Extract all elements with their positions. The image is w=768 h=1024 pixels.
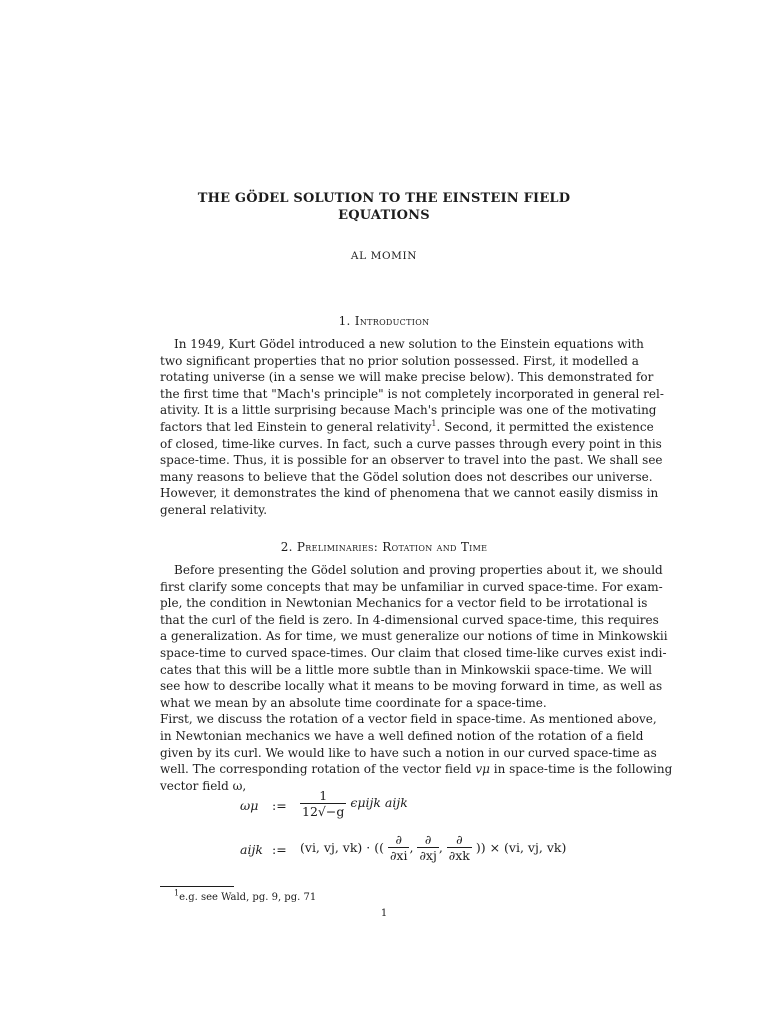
eq2-rhs-b: )) × (vi, vj, vk) [475, 840, 567, 855]
text-line: what we mean by an absolute time coordinate for a space-time. [160, 695, 547, 710]
text-line: see how to describe locally what it means to be moving forward in time, as well as [160, 679, 663, 694]
text-line-with-math: well. The corresponding rotation of the vector field vμ in space-time is the following [160, 762, 673, 777]
eq1-assign: := [272, 798, 287, 813]
eq1-rhs [300, 788, 408, 819]
text-line: ple, the condition in Newtonian Mechanics for a vector field to be irrotational is [160, 596, 648, 611]
text-line: a generalization. As for time, we must generalize our notions of time in Minkowskii [160, 629, 668, 644]
eq1-denominator: 12√−g [302, 804, 345, 819]
text-line-with-footnote: factors that led Einstein to general relativity$^1$. Second, it permitted the existence [160, 418, 654, 434]
text-line: ativity. It is a little surprising because Mach's principle was one of the motivating [160, 403, 657, 418]
text-line: given by its curl. We would like to have such a notion in our curved space-time as [160, 745, 657, 760]
text-line: that the curl of the field is zero. In 4-dimensional curved space-time, this requires [160, 612, 659, 627]
text-line: cates that this will be a little more subtle than in Minkowskii space-time. We will [160, 662, 652, 677]
title-line-1: THE GÖDEL SOLUTION TO THE EINSTEIN FIELD [197, 191, 571, 206]
eq2-frac-i: $\frac{\partial}{\partial xi}$ [389, 832, 408, 863]
text-line: space-time. Thus, it is possible for an observer to travel into the past. We shall see [160, 453, 663, 468]
section-1-heading: 1. Introduction [338, 314, 430, 328]
eq2-lhs: aijk [240, 842, 263, 857]
footnote-text: e.g. see Wald, pg. 9, pg. 71 [179, 892, 317, 903]
title-line-2: EQUATIONS [338, 208, 430, 223]
eq1-fraction [300, 788, 346, 819]
eq2-frac-j: $\frac{\partial}{\partial xj}$ [419, 832, 437, 863]
footnote-mark: 1 [431, 418, 437, 428]
text-line: space-time to curved space-times. Our claim that closed time-like curves exist indi- [160, 645, 667, 660]
footnote [174, 888, 317, 903]
text-line: vector field ω, [160, 778, 247, 793]
text-line: of closed, time-like curves. In fact, such a curve passes through every point in this [160, 436, 662, 451]
text-line: in Newtonian mechanics we have a well defined notion of the rotation of a field [160, 728, 644, 743]
eq1-lhs: ωμ [240, 798, 259, 813]
eq1-tail: ϵμijk aijk [350, 795, 408, 810]
vector-v-mu: vμ [475, 762, 490, 777]
footnote-divider [160, 886, 234, 887]
page-number: 1 [380, 908, 388, 919]
text-line: Before presenting the Gödel solution and proving properties about it, we should [174, 563, 663, 577]
paper-title [160, 190, 608, 224]
text-line: general relativity. [160, 502, 268, 517]
eq2-rhs-a: (vi, vj, vk) · (( [300, 840, 384, 855]
text-line: many reasons to believe that the Gödel solution does not describes our universe. [160, 469, 653, 484]
text-line: the first time that "Mach's principle" is not completely incorporated in general rel- [160, 386, 664, 401]
section-2-heading: 2. Preliminaries: Rotation and Time [280, 540, 488, 554]
eq1-numerator: 1 [300, 788, 346, 804]
text-line: two significant properties that no prior solution possessed. First, it modelled a [160, 353, 639, 368]
text-line: First, we discuss the rotation of a vector field in space-time. As mentioned above, [160, 712, 657, 727]
section-2-paragraph [160, 562, 673, 794]
text-line: In 1949, Kurt Gödel introduced a new solution to the Einstein equations with [174, 337, 644, 351]
text-line: However, it demonstrates the kind of phenomena that we cannot easily dismiss in [160, 486, 659, 501]
eq2-assign: := [272, 842, 287, 857]
text-line: rotating universe (in a sense we will make precise below). This demonstrated for [160, 370, 654, 385]
equation-1 [240, 798, 258, 813]
eq2-frac-k: $\frac{\partial}{\partial xk}$ [448, 832, 470, 863]
footnote-number: 1 [174, 888, 180, 898]
section-1-paragraph [160, 336, 664, 519]
equation-2: (vi, vj, vk) · (( $\frac{\partial}{\partial xi}$ , $\frac{\partial}{\partial xj}$ , $\frac{\partial}{\partial xk}$ )) × (vi, vj, vk) [300, 832, 567, 863]
text-line: first clarify some concepts that may be unfamiliar in curved space-time. For exam- [160, 579, 663, 594]
author-name: AL MOMIN [350, 250, 418, 262]
